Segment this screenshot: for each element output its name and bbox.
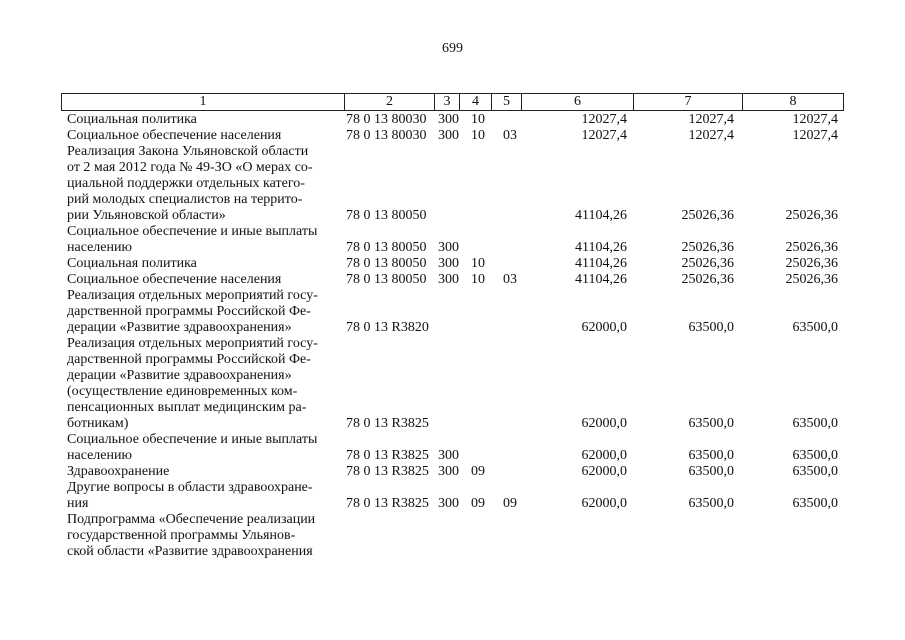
table-row — [0, 112, 905, 128]
table-cell-col3: 300 — [438, 448, 459, 463]
table-cell-col6 — [527, 336, 627, 352]
table-cell-col6 — [527, 512, 627, 528]
table-cell-col2: 78 0 13 80050 — [346, 272, 427, 287]
table-cell-col8 — [744, 544, 838, 560]
table-cell-col7 — [637, 480, 734, 496]
table-row — [0, 432, 905, 448]
table-cell-col1: Реализация отдельных мероприятий госу- — [67, 336, 318, 351]
table-cell-col1: государственной программы Ульянов- — [67, 528, 296, 543]
table-cell-col7 — [637, 224, 734, 240]
table-cell-col7: 12027,4 — [688, 112, 734, 127]
table-cell-col6 — [527, 384, 627, 400]
table-row — [0, 400, 905, 416]
column-header-4: 4 — [460, 94, 492, 110]
table-cell-col4: 10 — [471, 128, 485, 143]
table-cell-col2: 78 0 13 80030 — [346, 112, 427, 127]
table-row — [0, 256, 905, 272]
page-number: 699 — [442, 41, 463, 56]
table-cell-col2: 78 0 13 80050 — [346, 240, 427, 255]
table-cell-col7 — [637, 432, 734, 448]
table-cell-col1: Социальное обеспечение и иные выплаты — [67, 224, 318, 239]
table-cell-col8 — [744, 400, 838, 416]
table-cell-col8: 63500,0 — [792, 320, 838, 335]
table-cell-col6 — [527, 176, 627, 192]
table-cell-col8: 12027,4 — [792, 128, 838, 143]
table-cell-col8 — [744, 336, 838, 352]
table-cell-col6 — [527, 160, 627, 176]
table-cell-col1: ботникам) — [67, 416, 129, 431]
table-row — [0, 288, 905, 304]
table-row — [0, 208, 905, 224]
table-cell-col8 — [744, 432, 838, 448]
table-cell-col7 — [637, 336, 734, 352]
table-cell-col5: 03 — [503, 128, 517, 143]
table-row — [0, 528, 905, 544]
table-cell-col1: Реализация Закона Ульяновской области — [67, 144, 309, 159]
table-cell-col2: 78 0 13 R3825 — [346, 416, 429, 431]
table-cell-col1: от 2 мая 2012 года № 49-ЗО «О мерах со- — [67, 160, 313, 175]
table-row — [0, 464, 905, 480]
table-cell-col6 — [527, 352, 627, 368]
table-cell-col8 — [744, 480, 838, 496]
table-cell-col6 — [527, 144, 627, 160]
table-cell-col8 — [744, 160, 838, 176]
table-cell-col1: ния — [67, 496, 89, 511]
table-cell-col1: Подпрограмма «Обеспечение реализации — [67, 512, 316, 527]
table-row — [0, 512, 905, 528]
table-cell-col6 — [527, 400, 627, 416]
column-header-2: 2 — [345, 94, 435, 110]
table-cell-col7 — [637, 352, 734, 368]
table-row — [0, 240, 905, 256]
table-row — [0, 384, 905, 400]
table-cell-col7 — [637, 544, 734, 560]
table-cell-col1: населению — [67, 448, 132, 463]
table-row — [0, 544, 905, 560]
table-cell-col1: рии Ульяновской области» — [67, 208, 226, 223]
table-cell-col7: 63500,0 — [688, 464, 734, 479]
table-cell-col2: 78 0 13 80030 — [346, 128, 427, 143]
table-cell-col6: 62000,0 — [581, 320, 627, 335]
table-cell-col1: Социальная политика — [67, 112, 197, 127]
table-row — [0, 480, 905, 496]
table-cell-col7 — [637, 192, 734, 208]
table-cell-col7 — [637, 304, 734, 320]
table-cell-col8 — [744, 288, 838, 304]
table-cell-col7 — [637, 512, 734, 528]
table-cell-col2: 78 0 13 80050 — [346, 256, 427, 271]
table-cell-col2: 78 0 13 80050 — [346, 208, 427, 223]
table-cell-col8: 63500,0 — [792, 496, 838, 511]
table-cell-col7 — [637, 528, 734, 544]
table-cell-col8: 25026,36 — [785, 240, 838, 255]
table-cell-col4: 09 — [471, 464, 485, 479]
table-cell-col7: 63500,0 — [688, 416, 734, 431]
table-cell-col6: 41104,26 — [575, 256, 627, 271]
table-row — [0, 320, 905, 336]
table-cell-col7 — [637, 176, 734, 192]
table-cell-col1: населению — [67, 240, 132, 255]
table-cell-col1: (осуществление единовременных ком- — [67, 384, 298, 399]
table-cell-col8: 63500,0 — [792, 416, 838, 431]
table-cell-col7: 63500,0 — [688, 448, 734, 463]
table-cell-col6: 12027,4 — [581, 128, 627, 143]
table-cell-col8 — [744, 352, 838, 368]
table-row — [0, 368, 905, 384]
column-header-7: 7 — [634, 94, 743, 110]
table-cell-col7 — [637, 400, 734, 416]
table-cell-col8 — [744, 176, 838, 192]
table-cell-col6 — [527, 192, 627, 208]
table-cell-col7: 25026,36 — [681, 208, 734, 223]
table-cell-col4: 10 — [471, 272, 485, 287]
table-row — [0, 224, 905, 240]
table-cell-col8 — [744, 304, 838, 320]
table-cell-col3: 300 — [438, 272, 459, 287]
table-cell-col6: 41104,26 — [575, 240, 627, 255]
table-row — [0, 272, 905, 288]
table-cell-col1: Другие вопросы в области здравоохране- — [67, 480, 313, 495]
table-cell-col7 — [637, 384, 734, 400]
table-cell-col6: 62000,0 — [581, 464, 627, 479]
table-cell-col8 — [744, 224, 838, 240]
table-cell-col1: Социальная политика — [67, 256, 197, 271]
table-cell-col2: 78 0 13 R3825 — [346, 496, 429, 511]
column-header-8: 8 — [789, 94, 797, 109]
table-row — [0, 416, 905, 432]
table-cell-col8: 25026,36 — [785, 208, 838, 223]
table-cell-col8: 12027,4 — [792, 112, 838, 127]
table-row — [0, 448, 905, 464]
table-cell-col1: циальной поддержки отдельных катего- — [67, 176, 305, 191]
table-cell-col3: 300 — [438, 240, 459, 255]
table-cell-col7 — [637, 160, 734, 176]
table-cell-col6 — [527, 528, 627, 544]
table-row — [0, 336, 905, 352]
table-cell-col2: 78 0 13 R3825 — [346, 448, 429, 463]
column-header-3: 3 — [435, 94, 460, 110]
table-header — [61, 93, 844, 111]
table-cell-col3: 300 — [438, 112, 459, 127]
table-cell-col8 — [744, 144, 838, 160]
table-cell-col8: 63500,0 — [792, 448, 838, 463]
table-cell-col3: 300 — [438, 256, 459, 271]
table-cell-col8: 25026,36 — [785, 272, 838, 287]
table-cell-col1: дерации «Развитие здравоохранения» — [67, 320, 292, 335]
table-cell-col6 — [527, 432, 627, 448]
table-cell-col6: 62000,0 — [581, 448, 627, 463]
table-cell-col6: 12027,4 — [581, 112, 627, 127]
table-cell-col6 — [527, 368, 627, 384]
table-row — [0, 160, 905, 176]
table-cell-col7: 25026,36 — [681, 256, 734, 271]
table-cell-col1: ской области «Развитие здравоохранения — [67, 544, 313, 559]
table-cell-col8 — [744, 512, 838, 528]
table-cell-col7: 63500,0 — [688, 320, 734, 335]
table-cell-col6: 62000,0 — [581, 496, 627, 511]
table-row — [0, 128, 905, 144]
column-header-5: 5 — [492, 94, 522, 110]
table-cell-col6: 41104,26 — [575, 272, 627, 287]
table-cell-col6 — [527, 288, 627, 304]
table-cell-col7 — [637, 368, 734, 384]
table-cell-col1: Реализация отдельных мероприятий госу- — [67, 288, 318, 303]
table-cell-col1: дерации «Развитие здравоохранения» — [67, 368, 292, 383]
table-cell-col3: 300 — [438, 464, 459, 479]
table-cell-col7 — [637, 144, 734, 160]
table-cell-col1: Социальное обеспечение населения — [67, 272, 282, 287]
table-cell-col7: 63500,0 — [688, 496, 734, 511]
table-cell-col7: 12027,4 — [688, 128, 734, 143]
column-header-1: 1 — [62, 94, 345, 110]
table-cell-col6: 62000,0 — [581, 416, 627, 431]
table-body — [0, 112, 905, 560]
table-cell-col8 — [744, 368, 838, 384]
table-cell-col7 — [637, 288, 734, 304]
table-cell-col4: 10 — [471, 112, 485, 127]
table-cell-col6 — [527, 480, 627, 496]
table-cell-col8 — [744, 528, 838, 544]
table-row — [0, 496, 905, 512]
table-cell-col1: Социальное обеспечение и иные выплаты — [67, 432, 318, 447]
table-cell-col3: 300 — [438, 128, 459, 143]
table-cell-col3: 300 — [438, 496, 459, 511]
table-cell-col1: пенсационных выплат медицинским ра- — [67, 400, 307, 415]
table-row — [0, 176, 905, 192]
table-row — [0, 304, 905, 320]
table-cell-col7: 25026,36 — [681, 272, 734, 287]
table-cell-col1: рий молодых специалистов на террито- — [67, 192, 303, 207]
table-cell-col8: 63500,0 — [792, 464, 838, 479]
table-cell-col6 — [527, 224, 627, 240]
column-header-6: 6 — [522, 94, 634, 110]
table-cell-col1: Здравоохранение — [67, 464, 170, 479]
table-row — [0, 192, 905, 208]
table-cell-col5: 09 — [503, 496, 517, 511]
table-cell-col8: 25026,36 — [785, 256, 838, 271]
table-row — [0, 352, 905, 368]
table-cell-col8 — [744, 192, 838, 208]
table-cell-col6 — [527, 304, 627, 320]
table-cell-col6: 41104,26 — [575, 208, 627, 223]
table-cell-col8 — [744, 384, 838, 400]
table-cell-col1: дарственной программы Российской Фе- — [67, 304, 311, 319]
table-cell-col4: 10 — [471, 256, 485, 271]
table-cell-col7: 25026,36 — [681, 240, 734, 255]
table-cell-col6 — [527, 544, 627, 560]
table-cell-col2: 78 0 13 R3825 — [346, 464, 429, 479]
table-cell-col4: 09 — [471, 496, 485, 511]
table-row — [0, 144, 905, 160]
table-cell-col2: 78 0 13 R3820 — [346, 320, 429, 335]
table-cell-col1: Социальное обеспечение населения — [67, 128, 282, 143]
table-cell-col5: 03 — [503, 272, 517, 287]
table-cell-col1: дарственной программы Российской Фе- — [67, 352, 311, 367]
